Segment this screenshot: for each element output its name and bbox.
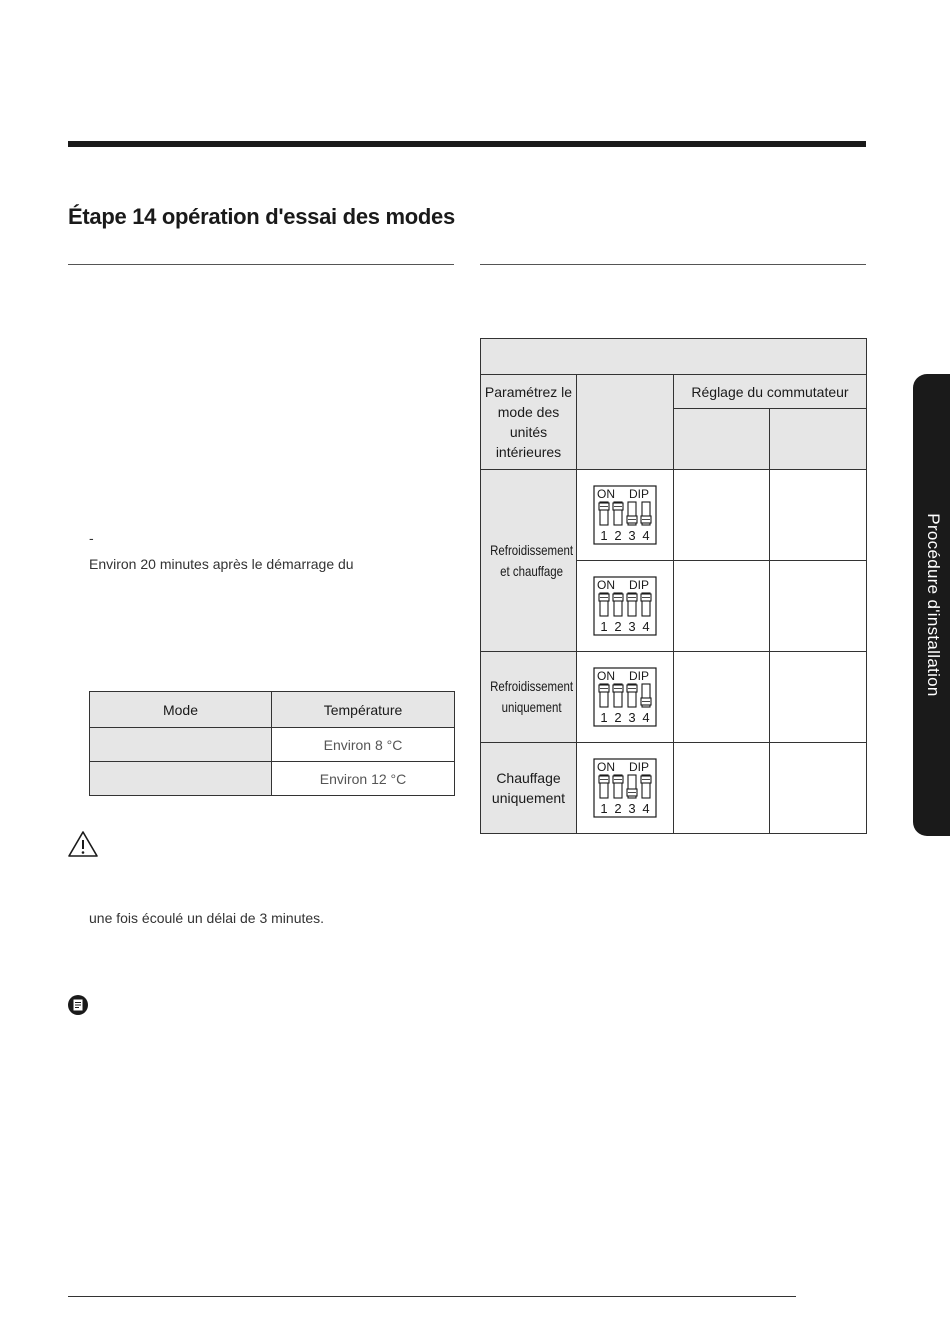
table-cell-mode bbox=[481, 470, 577, 652]
note-icon bbox=[67, 994, 89, 1016]
table-title-cell bbox=[481, 339, 867, 375]
section-side-tab bbox=[913, 374, 950, 836]
table-cell-temperature: Environ 12 °C bbox=[272, 762, 455, 796]
dip-dip-label: DIP bbox=[629, 487, 650, 501]
table-cell-setting bbox=[770, 470, 867, 561]
table-row bbox=[481, 652, 867, 743]
table-header-row bbox=[90, 692, 455, 728]
left-column-divider bbox=[68, 264, 454, 265]
table-cell-setting bbox=[674, 743, 770, 834]
table-cell-setting bbox=[770, 652, 867, 743]
table-header-switch-setting: Réglage du commutateur bbox=[674, 375, 867, 409]
dip-switch-table bbox=[480, 338, 867, 834]
dip-number: 3 bbox=[628, 619, 636, 634]
dip-number: 2 bbox=[614, 528, 622, 543]
list-dash: - bbox=[89, 530, 94, 546]
dip-switch-diagram bbox=[593, 667, 657, 727]
table-cell-setting bbox=[674, 652, 770, 743]
table-cell-mode bbox=[90, 728, 272, 762]
table-cell-setting bbox=[770, 743, 867, 834]
dip-number: 2 bbox=[614, 710, 622, 725]
dip-number: 4 bbox=[642, 528, 650, 543]
dip-switch-diagram bbox=[593, 758, 657, 818]
table-cell-setting bbox=[770, 561, 867, 652]
dip-on-label: ON bbox=[597, 760, 615, 774]
table-row bbox=[481, 470, 867, 561]
table-cell-mode bbox=[90, 762, 272, 796]
dip-number: 1 bbox=[600, 710, 608, 725]
table-subheader-cell bbox=[770, 409, 867, 470]
dip-number: 4 bbox=[642, 619, 650, 634]
table-cell-dip bbox=[577, 561, 674, 652]
table-subheader-cell bbox=[674, 409, 770, 470]
table-header-dip bbox=[577, 375, 674, 470]
dip-number: 4 bbox=[642, 710, 650, 725]
dip-on-label: ON bbox=[597, 487, 615, 501]
side-tab-label: Procédure d'installation bbox=[924, 513, 943, 697]
table-row bbox=[90, 728, 455, 762]
dip-number: 1 bbox=[600, 528, 608, 543]
table-cell-setting bbox=[674, 470, 770, 561]
dip-dip-label: DIP bbox=[629, 578, 650, 592]
dip-dip-label: DIP bbox=[629, 760, 650, 774]
mode-label: Refroidissement uniquement bbox=[490, 678, 574, 715]
temperature-table bbox=[89, 691, 455, 796]
dip-number: 1 bbox=[600, 801, 608, 816]
dip-switch-diagram bbox=[593, 485, 657, 545]
table-header-temperature: Température bbox=[272, 692, 455, 728]
mode-label: Refroidissement et chauffage bbox=[490, 541, 574, 579]
top-rule bbox=[68, 141, 866, 147]
table-cell-dip bbox=[577, 652, 674, 743]
caution-text: une fois écoulé un délai de 3 minutes. bbox=[89, 910, 325, 926]
table-cell-dip bbox=[577, 743, 674, 834]
table-cell-dip bbox=[577, 470, 674, 561]
dip-dip-label: DIP bbox=[629, 669, 650, 683]
dip-on-label: ON bbox=[597, 578, 615, 592]
dip-number: 3 bbox=[628, 801, 636, 816]
table-header-mode: Paramétrez le mode des unités intérieures bbox=[481, 375, 577, 470]
dip-number: 4 bbox=[642, 801, 650, 816]
table-row bbox=[481, 743, 867, 834]
dip-on-label: ON bbox=[597, 669, 615, 683]
dip-switch-diagram bbox=[593, 576, 657, 636]
bottom-rule bbox=[68, 1296, 796, 1297]
table-cell-setting bbox=[674, 561, 770, 652]
dip-number: 2 bbox=[614, 619, 622, 634]
table-row bbox=[90, 762, 455, 796]
page-title: Étape 14 opération d'essai des modes bbox=[68, 204, 455, 229]
table-cell-temperature: Environ 8 °C bbox=[272, 728, 455, 762]
dip-number: 3 bbox=[628, 710, 636, 725]
warning-triangle-icon bbox=[67, 830, 99, 858]
table-header-mode: Mode bbox=[90, 692, 272, 728]
table-title-row bbox=[481, 339, 867, 375]
table-cell-mode: Chauffage uniquement bbox=[481, 743, 577, 834]
right-column-divider bbox=[480, 264, 866, 265]
dip-number: 2 bbox=[614, 801, 622, 816]
table-header-row bbox=[481, 375, 867, 409]
dip-number: 1 bbox=[600, 619, 608, 634]
dip-number: 3 bbox=[628, 528, 636, 543]
paragraph-text: Environ 20 minutes après le démarrage du bbox=[89, 556, 354, 572]
table-cell-mode bbox=[481, 652, 577, 743]
